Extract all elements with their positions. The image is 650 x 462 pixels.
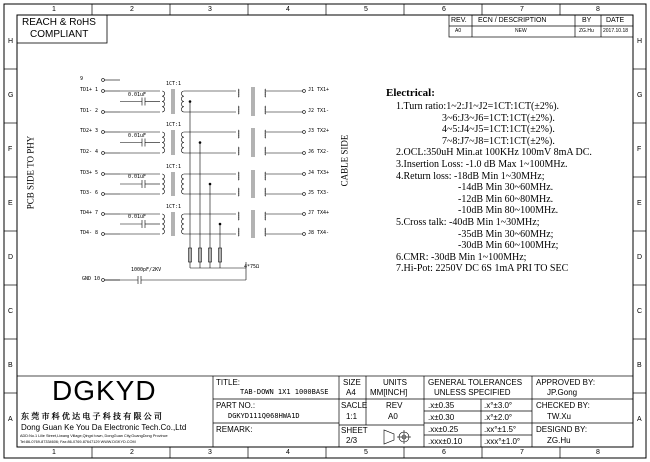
left-pin-label: TD4- 8 [80,230,99,236]
pin-terminal [102,152,105,155]
secondary-winding [181,132,184,153]
row-label-left: C [8,308,14,315]
part-label: PART NO.: [216,401,256,410]
turn-ratio-label: 1CT:1 [166,204,182,210]
tolerance-title-2: UNLESS SPECIFIED [434,388,511,397]
checked-value: TW.Xu [547,412,572,421]
column-label-bottom: 8 [596,449,600,456]
column-label-top: 2 [130,6,134,13]
row-label-left: G [8,92,14,99]
size-value: A4 [346,388,356,397]
company-contact: Tel:86-0769-87334606; Fax:86-0769-87647129 WWW.DGKYD.COM [20,440,136,444]
right-pin-label: J6 TX2- [308,149,330,155]
company-address: ADD:No.1 Lilie Street,Liwang Village,Qingxi town, DongGuan City,GuangDong Province [20,434,168,438]
electrical-title: Electrical: [386,87,435,99]
pin-terminal [102,131,105,134]
electrical-spec-line: 2.OCL:350uH Min.at 100KHz 100mV 8mA DC. [396,147,592,159]
left-pin-label: TD3- 6 [80,190,99,196]
left-pin-label: TD1+ 1 [80,87,99,93]
column-label-top: 5 [364,6,368,13]
choke-winding [238,188,239,196]
primary-winding [162,174,165,194]
junction [189,101,191,103]
compliance-line-2: COMPLIANT [30,29,89,40]
capacitor-label: 0.01uF [128,132,147,139]
row-label-left: F [8,146,13,153]
primary-winding [162,91,165,112]
column-label-bottom: 7 [520,449,524,456]
electrical-spec-line: 6.CMR: -30dB Min 1~100MHz; [396,251,527,263]
pin-terminal [102,173,105,176]
pin-terminal [102,90,105,93]
approved-value: JP.Gong [547,388,578,397]
row-label-right: A [637,416,642,423]
secondary-winding [182,214,185,234]
row-label-left: E [8,200,13,207]
choke-winding [265,106,266,114]
left-pin-label: TD2- 4 [80,149,99,155]
scale-label: SACLE [341,401,368,410]
right-pin-label: J4 TX3+ [308,170,330,176]
column-label-bottom: 4 [286,449,290,456]
column-label-top: 1 [52,6,56,13]
angular-tolerance: .x°±2.0° [484,413,513,422]
electrical-spec-line: 3.Insertion Loss: -1.0 dB Max 1~100MHz. [396,159,568,170]
electrical-spec-line: 5.Cross talk: -40dB Min 1~30MHz; [396,217,540,228]
electrical-spec-line: -30dB Min 60~100MHz; [458,240,559,252]
company-name-cn: 东 莞 市 科 优 达 电 子 科 技 有 限 公 司 [21,412,162,421]
rev-header-ecn: ECN / DESCRIPTION [478,17,547,24]
turn-ratio-label: 1CT:1 [166,122,182,128]
choke-winding [238,147,239,155]
angular-tolerance: .xxx°±1.0° [484,437,521,446]
capacitor-label: 0.01uF [128,214,147,220]
right-pin-label: J2 TX1- [308,108,330,114]
rev-header-rev: REV. [451,17,467,24]
designed-label: DESIGND BY: [536,425,588,434]
column-label-bottom: 6 [442,449,446,456]
row-label-left: D [8,254,14,261]
choke-winding [238,228,239,236]
row-label-right: C [637,308,643,315]
pin-terminal [102,79,105,82]
pin-terminal [303,213,306,216]
rev-by: ZG.Hu [579,28,594,34]
part-value: DGKYD111Q068HWA1D [228,412,300,420]
secondary-winding [182,174,185,194]
column-label-top: 8 [596,6,600,13]
row-label-left: H [8,38,14,45]
pin-terminal [102,111,105,114]
pin-terminal [303,233,306,236]
row-label-left: A [8,416,13,423]
company-logo: DGKYD [52,375,157,406]
right-pin-label: J7 TX4+ [308,210,330,216]
rev-value: A0 [455,28,462,34]
left-pin-label: TD3+ 5 [80,170,99,176]
electrical-spec-line: -12dB Min 60~80MHz. [458,193,554,205]
choke-winding [238,89,239,97]
junction [219,223,221,225]
pin-terminal [303,193,306,196]
right-pin-label: J8 TX4- [308,230,330,236]
column-label-top: 4 [286,6,290,13]
electrical-spec-line: 3~6:J3~J6=1CT:1CT(±2%). [442,112,555,124]
pin-terminal [102,233,105,236]
approved-label: APPROVED BY: [536,378,596,387]
column-label-top: 3 [208,6,212,13]
primary-winding [162,214,165,234]
choke-winding [238,172,239,180]
rev-date: 2017.10.18 [603,28,629,34]
column-label-bottom: 1 [52,449,56,456]
left-pin-label: TD2+ 3 [80,128,99,134]
row-label-left: B [8,362,13,369]
choke-winding [265,89,266,97]
electrical-spec-line: 7.Hi-Pot: 2250V DC 6S 1mA PRI TO SEC [396,263,569,275]
row-label-right: G [637,92,643,99]
title-value: TAB-DOWN 1X1 1000BASE [240,388,329,396]
rev-header-by: BY [582,17,592,24]
checked-label: CHECKED BY: [536,401,590,410]
remark-label: REMARK: [216,425,253,434]
sheet-value: 2/3 [346,436,358,445]
column-label-bottom: 5 [364,449,368,456]
pin-terminal [303,173,306,176]
tolerance-title-1: GENERAL TOLERANCES [428,378,523,387]
junction [199,142,201,144]
turn-ratio-label: 1CT:1 [166,81,182,87]
column-label-top: 6 [442,6,446,13]
pin-terminal [303,152,306,155]
secondary-winding [181,91,184,112]
pin-terminal [102,193,105,196]
pin-terminal [102,279,105,282]
linear-tolerance: .x±0.30 [428,413,455,422]
cable-side-label: CABLE SIDE [339,134,350,187]
sheet-label: SHEET [341,426,368,435]
junction [209,183,211,185]
pin-terminal [303,111,306,114]
size-label: SIZE [343,378,361,387]
choke-winding [265,130,266,138]
scale-value: 1:1 [346,412,358,421]
pcb-side-label: PCB SIDE TO PHY [25,135,36,210]
angular-tolerance: .x°±3.0° [484,401,513,410]
rev-description: NEW [515,28,527,34]
right-pin-label: J1 TX1+ [308,87,330,93]
column-label-bottom: 3 [208,449,212,456]
choke-winding [265,147,266,155]
electrical-spec-line: -35dB Min 30~60MHz; [458,228,554,240]
compliance-line-1: REACH & RoHS [22,17,96,28]
designed-value: ZG.Hu [547,436,571,445]
hv-capacitor-label: 1000pF/2KV [131,267,162,273]
rev-header-date: DATE [606,17,625,24]
row-label-right: F [637,146,642,153]
resistor-label: 4*75Ω [244,264,260,270]
units-label: UNITS [383,378,407,387]
electrical-spec-line: 4.Return loss: -18dB Min 1~30MHz; [396,170,545,182]
pin-terminal [102,213,105,216]
rev-value-block: A0 [388,412,398,421]
row-label-right: H [637,38,643,45]
electrical-spec-line: -10dB Min 80~100MHz. [458,205,559,217]
capacitor-label: 0.01uF [128,91,147,98]
right-pin-label: J5 TX3- [308,190,330,196]
electrical-spec-line: -14dB Min 30~60MHz. [458,182,554,194]
choke-winding [238,130,239,138]
turn-ratio-label: 1CT:1 [166,164,182,170]
linear-tolerance: .x±0.35 [428,401,455,410]
column-label-bottom: 2 [130,449,134,456]
row-label-right: B [637,362,642,369]
left-pin-label: TD4+ 7 [80,210,99,216]
linear-tolerance: .xxx±0.10 [428,437,463,446]
choke-winding [265,212,266,220]
title-label: TITLE: [216,378,241,387]
rev-label: REV [386,401,403,410]
units-value: MM[INCH] [370,388,408,397]
choke-winding [265,172,266,180]
row-label-right: E [637,200,642,207]
choke-winding [265,188,266,196]
capacitor-label: 0.01uF [128,174,147,180]
primary-winding [162,132,165,153]
company-name-en: Dong Guan Ke You Da Electronic Tech.Co.,Ltd [21,423,187,432]
choke-winding [238,106,239,114]
left-pin-label: 9 [80,76,84,82]
electrical-spec-line: 7~8:J7~J8=1CT:1CT(±2%). [442,135,555,147]
electrical-spec-line: 4~5:J4~J5=1CT:1CT(±2%). [442,124,555,136]
right-pin-label: J3 TX2+ [308,128,330,134]
left-pin-label: GND 10 [82,276,101,282]
linear-tolerance: .xx±0.25 [428,425,459,434]
choke-winding [265,228,266,236]
choke-winding [238,212,239,220]
pin-terminal [303,131,306,134]
electrical-spec-line: 1.Turn ratio:1~2:J1~J2=1CT:1CT(±2%). [396,101,560,112]
left-pin-label: TD1- 2 [80,108,99,114]
pin-terminal [303,90,306,93]
angular-tolerance: .xx°±1.5° [484,425,517,434]
column-label-top: 7 [520,6,524,13]
row-label-right: D [637,254,643,261]
